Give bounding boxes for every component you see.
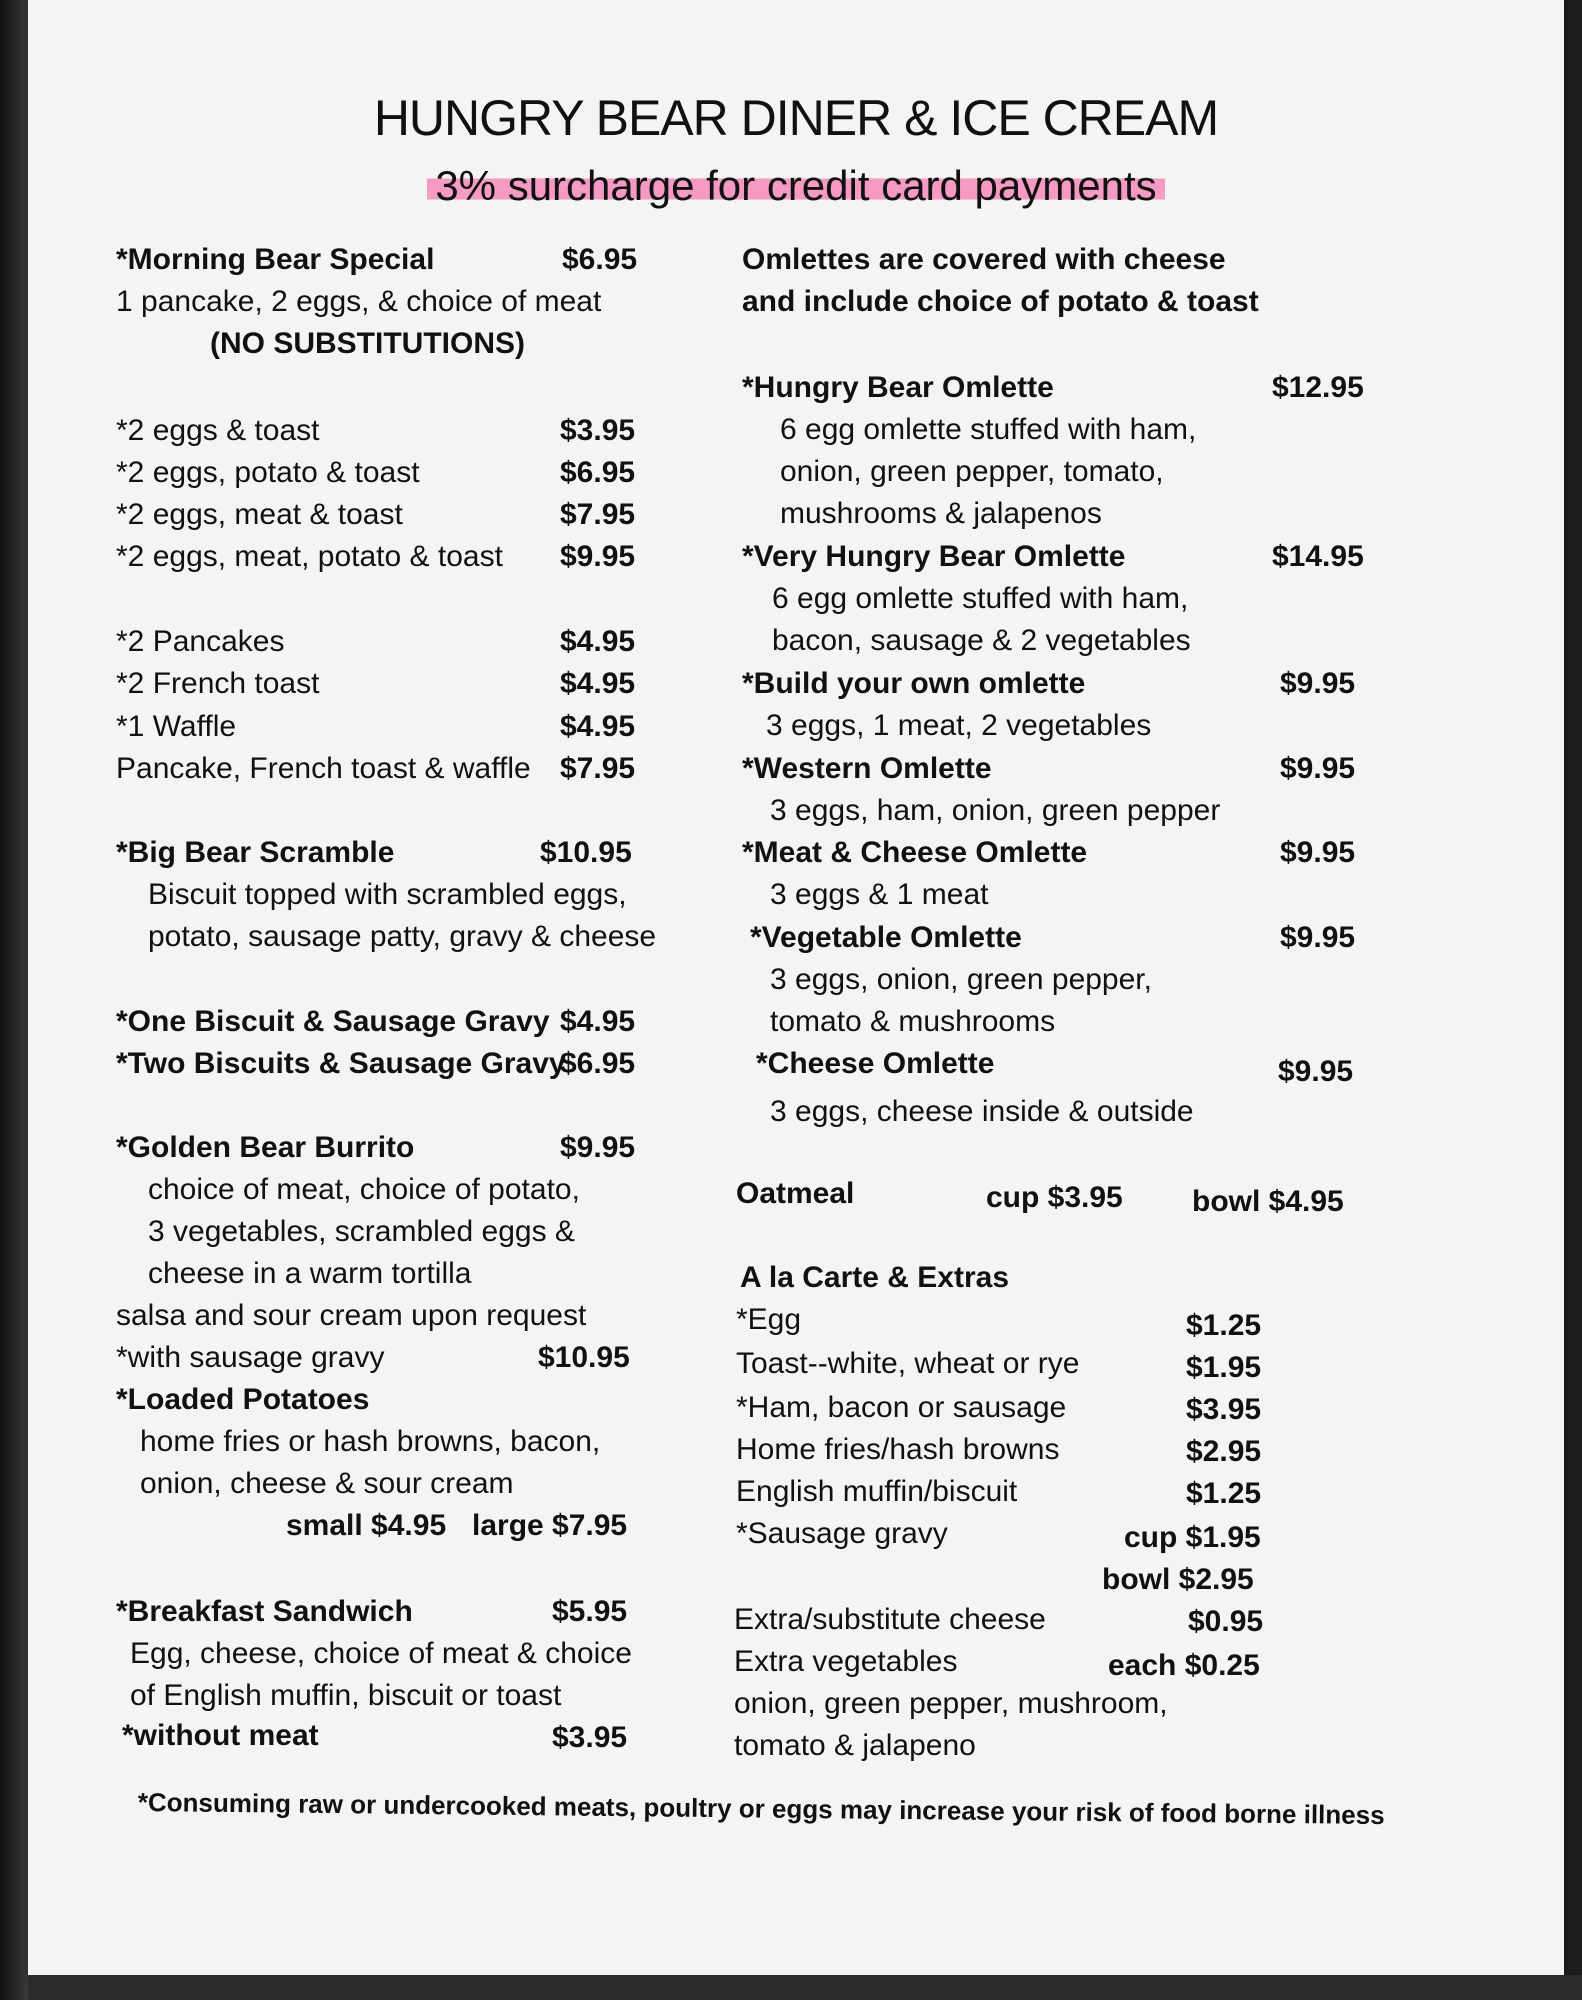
food-safety-warning: *Consuming raw or undercooked meats, poultry or eggs may increase your risk of food borne illness (137, 1787, 1385, 1831)
extra-cheese-name: Extra/substitute cheese (734, 1603, 1046, 1636)
loaded-potatoes-desc: onion, cheese & sour cream (140, 1467, 514, 1500)
surcharge-notice (28, 160, 1564, 212)
menu-item: *2 eggs & toast (116, 414, 320, 447)
omelette-desc: 3 eggs, onion, green pepper, (770, 963, 1152, 996)
omelette-intro: Omlettes are covered with cheese (742, 243, 1226, 276)
loaded-potatoes-name: *Loaded Potatoes (116, 1383, 370, 1416)
omelette-desc: 6 egg omlette stuffed with ham, (772, 582, 1189, 615)
omelette-price: $12.95 (1272, 371, 1364, 404)
burrito-note: salsa and sour cream upon request (116, 1299, 587, 1332)
menu-item: *2 Pancakes (116, 625, 285, 658)
backdrop-left (0, 0, 28, 2000)
oatmeal-cup: cup $3.95 (986, 1181, 1123, 1214)
extra-price: $3.95 (1186, 1393, 1262, 1426)
omelette-desc: 6 egg omlette stuffed with ham, (780, 413, 1197, 446)
morning-special-name: *Morning Bear Special (116, 243, 435, 276)
page-title: HUNGRY BEAR DINER & ICE CREAM (373, 90, 1219, 146)
sandwich-price: $5.95 (552, 1595, 628, 1628)
menu-price: $7.95 (560, 752, 636, 785)
sandwich-desc: Egg, cheese, choice of meat & choice (130, 1637, 632, 1670)
menu-price: $4.95 (560, 667, 636, 700)
extra-price: $2.95 (1186, 1435, 1262, 1468)
omelette-desc: 3 eggs & 1 meat (770, 878, 989, 911)
omelette-price: $9.95 (1280, 667, 1356, 700)
loaded-large-price: large $7.95 (472, 1509, 628, 1542)
omelette-name: *Build your own omlette (742, 667, 1086, 700)
biscuit-one-price: $4.95 (560, 1005, 636, 1038)
extra-item: *Egg (736, 1303, 802, 1336)
omelette-name: *Vegetable Omlette (750, 921, 1022, 954)
morning-special-note: (NO SUBSTITUTIONS) (210, 327, 525, 360)
backdrop-bottom (28, 1975, 1582, 2000)
scramble-desc: Biscuit topped with scrambled eggs, (148, 878, 627, 911)
omelette-desc: mushrooms & jalapenos (780, 497, 1102, 530)
sandwich-nomeat-name: *without meat (122, 1719, 319, 1752)
burrito-gravy-name: *with sausage gravy (116, 1341, 385, 1374)
menu-page (28, 0, 1564, 1975)
extra-item: *Sausage gravy (736, 1517, 948, 1550)
burrito-desc: 3 vegetables, scrambled eggs & (148, 1215, 575, 1248)
extra-veg-name: Extra vegetables (734, 1645, 958, 1678)
biscuit-two-price: $6.95 (560, 1047, 636, 1080)
burrito-gravy-price: $10.95 (538, 1341, 630, 1374)
omelette-name: *Meat & Cheese Omlette (742, 836, 1088, 869)
omelette-name: *Western Omlette (742, 752, 992, 785)
menu-price: $6.95 (560, 456, 636, 489)
extra-veg-desc: onion, green pepper, mushroom, (734, 1687, 1168, 1720)
biscuit-two-name: *Two Biscuits & Sausage Gravy (116, 1047, 566, 1080)
extra-item: Home fries/hash browns (736, 1433, 1060, 1466)
scramble-desc: potato, sausage patty, gravy & cheese (148, 920, 657, 953)
sandwich-desc: of English muffin, biscuit or toast (130, 1679, 562, 1712)
burrito-desc: cheese in a warm tortilla (148, 1257, 472, 1290)
loaded-potatoes-desc: home fries or hash browns, bacon, (140, 1425, 601, 1458)
omelette-price: $9.95 (1280, 836, 1356, 869)
omelette-desc: 3 eggs, ham, onion, green pepper (770, 794, 1221, 827)
surcharge-text: 3% surcharge for credit card payments (427, 162, 1164, 209)
extra-veg-desc: tomato & jalapeno (734, 1729, 976, 1762)
morning-special-desc: 1 pancake, 2 eggs, & choice of meat (116, 285, 602, 318)
sandwich-nomeat-price: $3.95 (552, 1721, 628, 1754)
extra-item: *Ham, bacon or sausage (736, 1391, 1067, 1424)
extra-price: cup $1.95 (1124, 1521, 1261, 1554)
omelette-price: $9.95 (1278, 1055, 1354, 1088)
biscuit-one-name: *One Biscuit & Sausage Gravy (116, 1005, 550, 1038)
menu-item: *1 Waffle (116, 710, 237, 743)
menu-item: Pancake, French toast & waffle (116, 752, 531, 785)
oatmeal-name: Oatmeal (736, 1177, 855, 1210)
omelette-intro: and include choice of potato & toast (742, 285, 1259, 318)
omelette-name: *Very Hungry Bear Omlette (742, 540, 1126, 573)
menu-price: $7.95 (560, 498, 636, 531)
gravy-bowl-price: bowl $2.95 (1102, 1563, 1254, 1596)
scramble-price: $10.95 (540, 836, 632, 869)
omelette-desc: tomato & mushrooms (770, 1005, 1056, 1038)
menu-price: $4.95 (560, 625, 636, 658)
morning-special-price: $6.95 (562, 243, 638, 276)
omelette-price: $9.95 (1280, 752, 1356, 785)
burrito-name: *Golden Bear Burrito (116, 1131, 415, 1164)
omelette-name: *Cheese Omlette (756, 1047, 995, 1080)
omelette-desc: 3 eggs, 1 meat, 2 vegetables (766, 709, 1152, 742)
omelette-name: *Hungry Bear Omlette (742, 371, 1054, 404)
extra-veg-price: each $0.25 (1108, 1649, 1260, 1682)
menu-price: $3.95 (560, 414, 636, 447)
omelette-desc: 3 eggs, cheese inside & outside (770, 1095, 1194, 1128)
oatmeal-bowl: bowl $4.95 (1192, 1185, 1344, 1218)
extras-title: A la Carte & Extras (740, 1261, 1010, 1294)
extra-item: Toast--white, wheat or rye (736, 1347, 1080, 1380)
scramble-name: *Big Bear Scramble (116, 836, 395, 869)
sandwich-name: *Breakfast Sandwich (116, 1595, 413, 1628)
menu-price: $9.95 (560, 540, 636, 573)
menu-item: *2 eggs, potato & toast (116, 456, 420, 489)
menu-price: $4.95 (560, 710, 636, 743)
loaded-small-price: small $4.95 (286, 1509, 447, 1542)
burrito-desc: choice of meat, choice of potato, (148, 1173, 580, 1206)
extra-cheese-price: $0.95 (1188, 1605, 1264, 1638)
menu-item: *2 French toast (116, 667, 320, 700)
menu-item: *2 eggs, meat & toast (116, 498, 403, 531)
extra-price: $1.25 (1186, 1477, 1262, 1510)
omelette-desc: onion, green pepper, tomato, (780, 455, 1164, 488)
omelette-price: $14.95 (1272, 540, 1364, 573)
omelette-desc: bacon, sausage & 2 vegetables (772, 624, 1191, 657)
burrito-price: $9.95 (560, 1131, 636, 1164)
extra-price: $1.25 (1186, 1309, 1262, 1342)
extra-price: $1.95 (1186, 1351, 1262, 1384)
omelette-price: $9.95 (1280, 921, 1356, 954)
extra-item: English muffin/biscuit (736, 1475, 1018, 1508)
menu-item: *2 eggs, meat, potato & toast (116, 540, 503, 573)
